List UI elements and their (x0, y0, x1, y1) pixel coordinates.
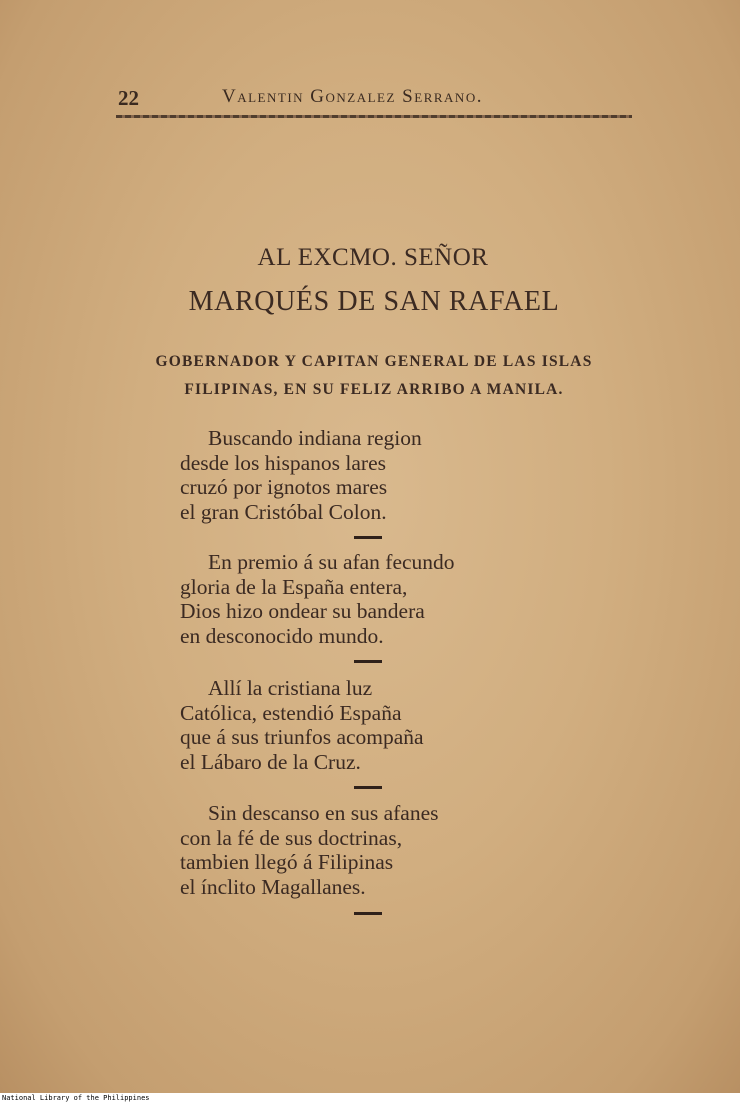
verse-line: cruzó por ignotos mares (180, 475, 388, 499)
stanza-3 (180, 676, 580, 774)
library-credit: National Library of the Philippines (2, 1094, 150, 1102)
verse-line: Allí la cristiana luz (208, 676, 373, 700)
running-head (118, 84, 633, 114)
verse-line: el gran Cristóbal Colon. (180, 499, 387, 524)
stanza-separator (354, 786, 382, 789)
stanza-separator (354, 660, 382, 663)
stanza-separator (354, 536, 382, 539)
verse-line: con la fé de sus doctrinas, (180, 825, 403, 850)
dedication-title-line-1: AL EXCMO. SEÑOR (257, 244, 489, 271)
verse-line: que á sus triunfos acompaña (180, 725, 424, 749)
verse-line: desde los hispanos lares (180, 450, 387, 475)
verse-line: en desconocido mundo. (180, 623, 384, 648)
header-rule (116, 115, 632, 118)
stanza-separator (354, 912, 382, 915)
verse-line: el Lábaro de la Cruz. (180, 749, 361, 774)
dedication-subtitle-line-2: FILIPINAS, EN SU FELIZ ARRIBO A MANILA. (184, 381, 564, 398)
verse-line: tambien llegó á Filipinas (180, 850, 394, 874)
stanza-1 (180, 426, 580, 524)
verse-line: gloria de la España entera, (180, 574, 408, 599)
verse-line: Católica, estendió España (180, 700, 402, 725)
verse-line: Buscando indiana region (208, 426, 422, 450)
stanza-4 (180, 801, 580, 899)
verse-line: el ínclito Magallanes. (180, 874, 366, 899)
running-head-author: Valentin Gonzalez Serrano. (222, 86, 483, 107)
page-number: 22 (118, 86, 139, 110)
verse-line: Sin descanso en sus afanes (208, 801, 439, 825)
stanza-2 (180, 550, 580, 648)
dedication-title-line-2: MARQUÉS DE SAN RAFAEL (188, 286, 560, 317)
verse-line: Dios hizo ondear su bandera (180, 599, 425, 623)
dedication-subtitle-line-1: GOBERNADOR Y CAPITAN GENERAL DE LAS ISLAS (155, 353, 593, 370)
verse-line: En premio á su afan fecundo (208, 550, 455, 574)
